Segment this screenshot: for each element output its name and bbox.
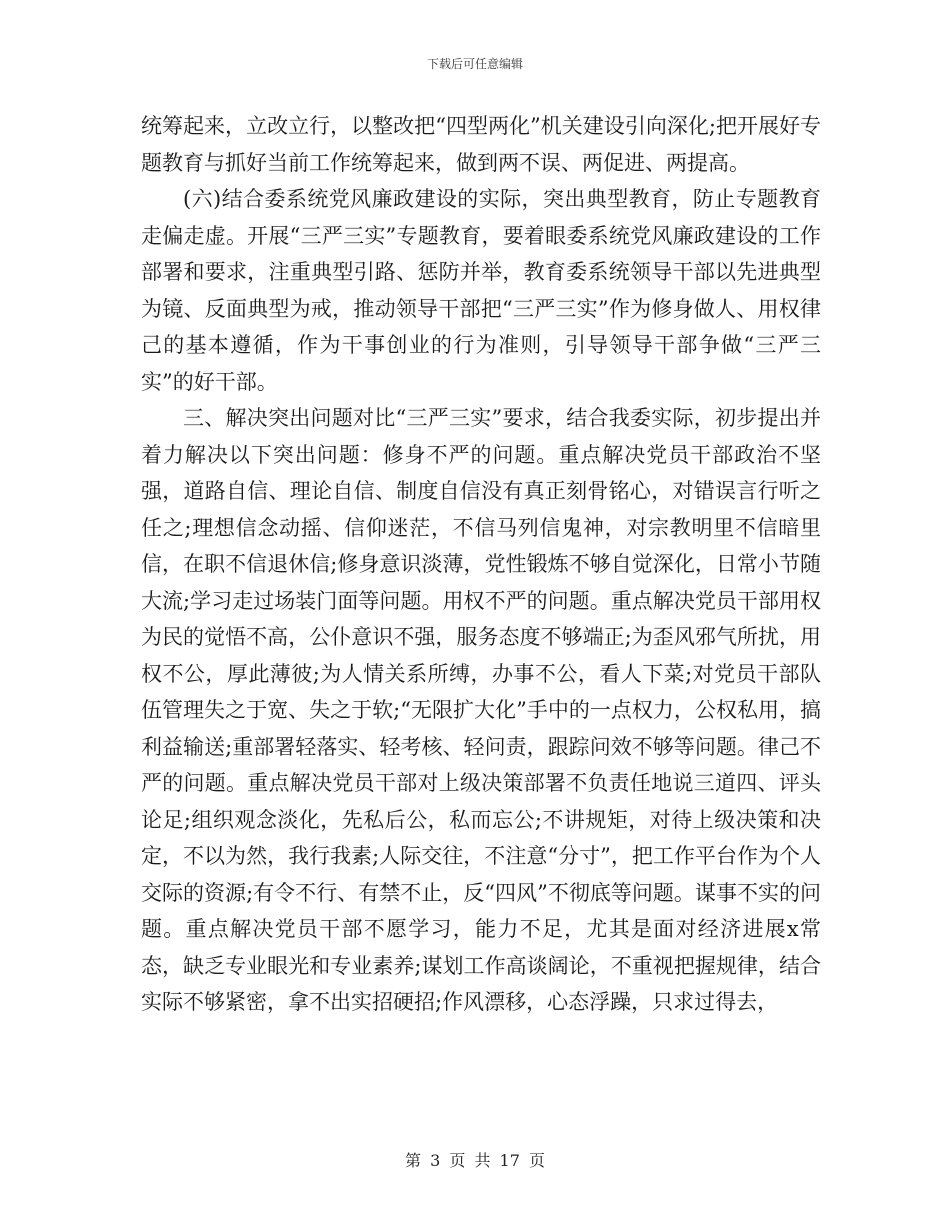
document-body xyxy=(141,108,821,1021)
paragraph-section-six: (六)结合委系统党风廉政建设的实际，突出典型教育，防止专题教育走偏走虚。开展“三严三实”专题教育，要着眼委系统党风廉政建设的工作部署和要求，注重典型引路、惩防并举，教育委系统领导干部以先进典型为镜、反面典型为戒，推动领导干部把“三严三实”作为修身做人、用权律己的基本遵循，作为干事创业的行为准则，引导领导干部争做“三严三实”的好干部。 xyxy=(141,187,821,394)
paragraph-continuation: 统筹起来，立改立行，以整改把“四型两化”机关建设引向深化;把开展好专题教育与抓好当前工作统筹起来，做到两不误、两促进、两提高。 xyxy=(141,114,821,175)
page-number: 第 3 页 共 17 页 xyxy=(405,1151,545,1170)
paragraph-section-three: 三、解决突出问题对比“三严三实”要求，结合我委实际，初步提出并着力解决以下突出问题：修身不严的问题。重点解决党员干部政治不坚强，道路自信、理论自信、制度自信没有真正刻骨铭心，对错误言行听之任之;理想信念动摇、信仰迷茫，不信马列信鬼神，对宗教明里不信暗里信，在职不信退休信;修身意识淡薄，党性锻炼不够自觉深化，日常小节随大流;学习走过场装门面等问题。用权不严的问题。重点解决党员干部用权为民的觉悟不高，公仆意识不强，服务态度不够端正;为歪风邪气所扰，用权不公，厚此薄彼;为人情关系所缚，办事不公，看人下菜;对党员干部队伍管理失之于宽、失之于软;“无限扩大化”手中的一点权力，公权私用，搞利益输送;重部署轻落实、轻考核、轻问责，跟踪问效不够等问题。律己不严的问题。重点解决党员干部对上级决策部署不负责任地说三道四、评头论足;组织观念淡化，先私后公，私而忘公;不讲规矩，对待上级决策和决定，不以为然，我行我素;人际交往，不注意“分寸”，把工作平台作为个人交际的资源;有令不行、有禁不止，反“四风”不彻底等问题。谋事不实的问题。重点解决党员干部不愿学习，能力不足，尤其是面对经济进展x常态，缺乏专业眼光和专业素养;谋划工作高谈阔论，不重视把握规律，结合实际不够紧密，拿不出实招硬招;作风漂移，心态浮躁，只求过得去， xyxy=(141,406,821,1014)
page-header-note: 下载后可任意编辑 xyxy=(426,57,523,71)
